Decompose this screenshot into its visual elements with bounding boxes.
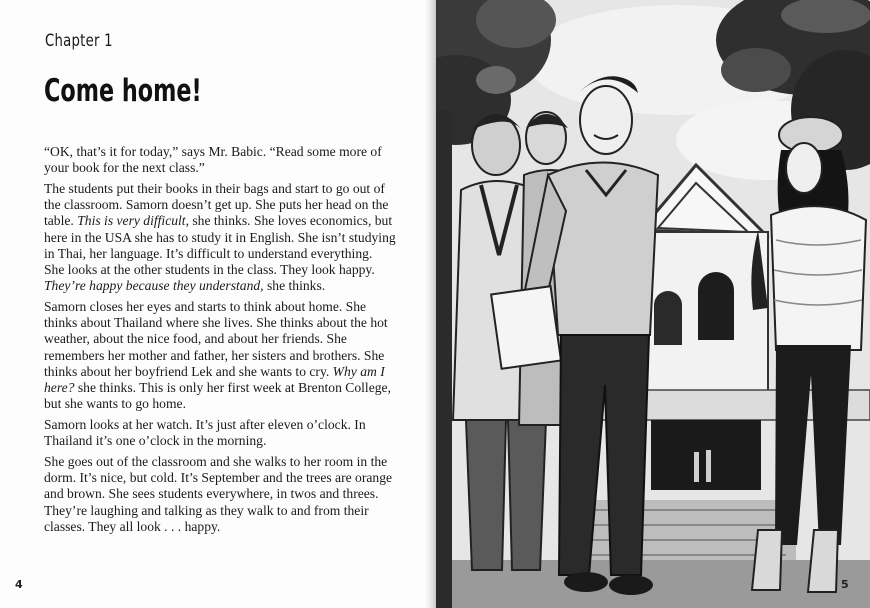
text-run: Samorn looks at her watch. It’s just after eleven o’clock. In Thailand it’s one o’clock in the morning. [44, 417, 366, 449]
text-run: “OK, that’s it for today,” says Mr. Babic. “Read some more of your book for the next class.” [44, 144, 382, 176]
italic-thought: This is very difficult [77, 213, 186, 229]
text-run: she thinks. This is only her first week at Brenton College, but she wants to go home. [44, 380, 391, 412]
text-run: Samorn closes her eyes and starts to think about home. She thinks about Thailand where she lives. She thinks about the hot weather, about the nice food, and about her friends. She remembers her mother and father, her sisters and brothers. She thinks about her boyfriend Lek and she wants to cry. [44, 299, 388, 379]
body-paragraph [44, 299, 396, 412]
body-paragraph [44, 144, 396, 176]
text-run: , she thinks. She loves economics, but here in the USA she has to study it in English. She isn’t studying in Thai, her language. It’s difficult to understand everything. She looks at the other students in the class. They look happy. [44, 213, 396, 278]
body-paragraph [44, 417, 396, 449]
body-text [44, 144, 396, 540]
page-number-right: 5 [841, 578, 849, 591]
text-run: The students put their books in their bags and start to go out of the classroom. Samorn doesn’t get up. She puts her head on the table. [44, 181, 389, 229]
body-paragraph [44, 454, 396, 535]
students-on-campus-illustration [436, 0, 870, 608]
page-number-left: 4 [15, 578, 23, 591]
italic-thought: Why am I here? [44, 363, 385, 396]
chapter-label: Chapter 1 [45, 31, 113, 51]
text-run: She goes out of the classroom and she walks to her room in the dorm. It’s nice, but cold. It’s September and the trees are orange and brown. She sees students everywhere, in twos and threes. They’re laughing and talking as they walk to and from their classes. They all look . . . happy. [44, 454, 393, 534]
body-paragraph [44, 181, 396, 294]
italic-thought: They’re happy because they understand, [44, 278, 264, 294]
left-page [0, 0, 428, 608]
chapter-title: Come home! [44, 73, 202, 109]
text-run: she thinks. [263, 278, 326, 294]
